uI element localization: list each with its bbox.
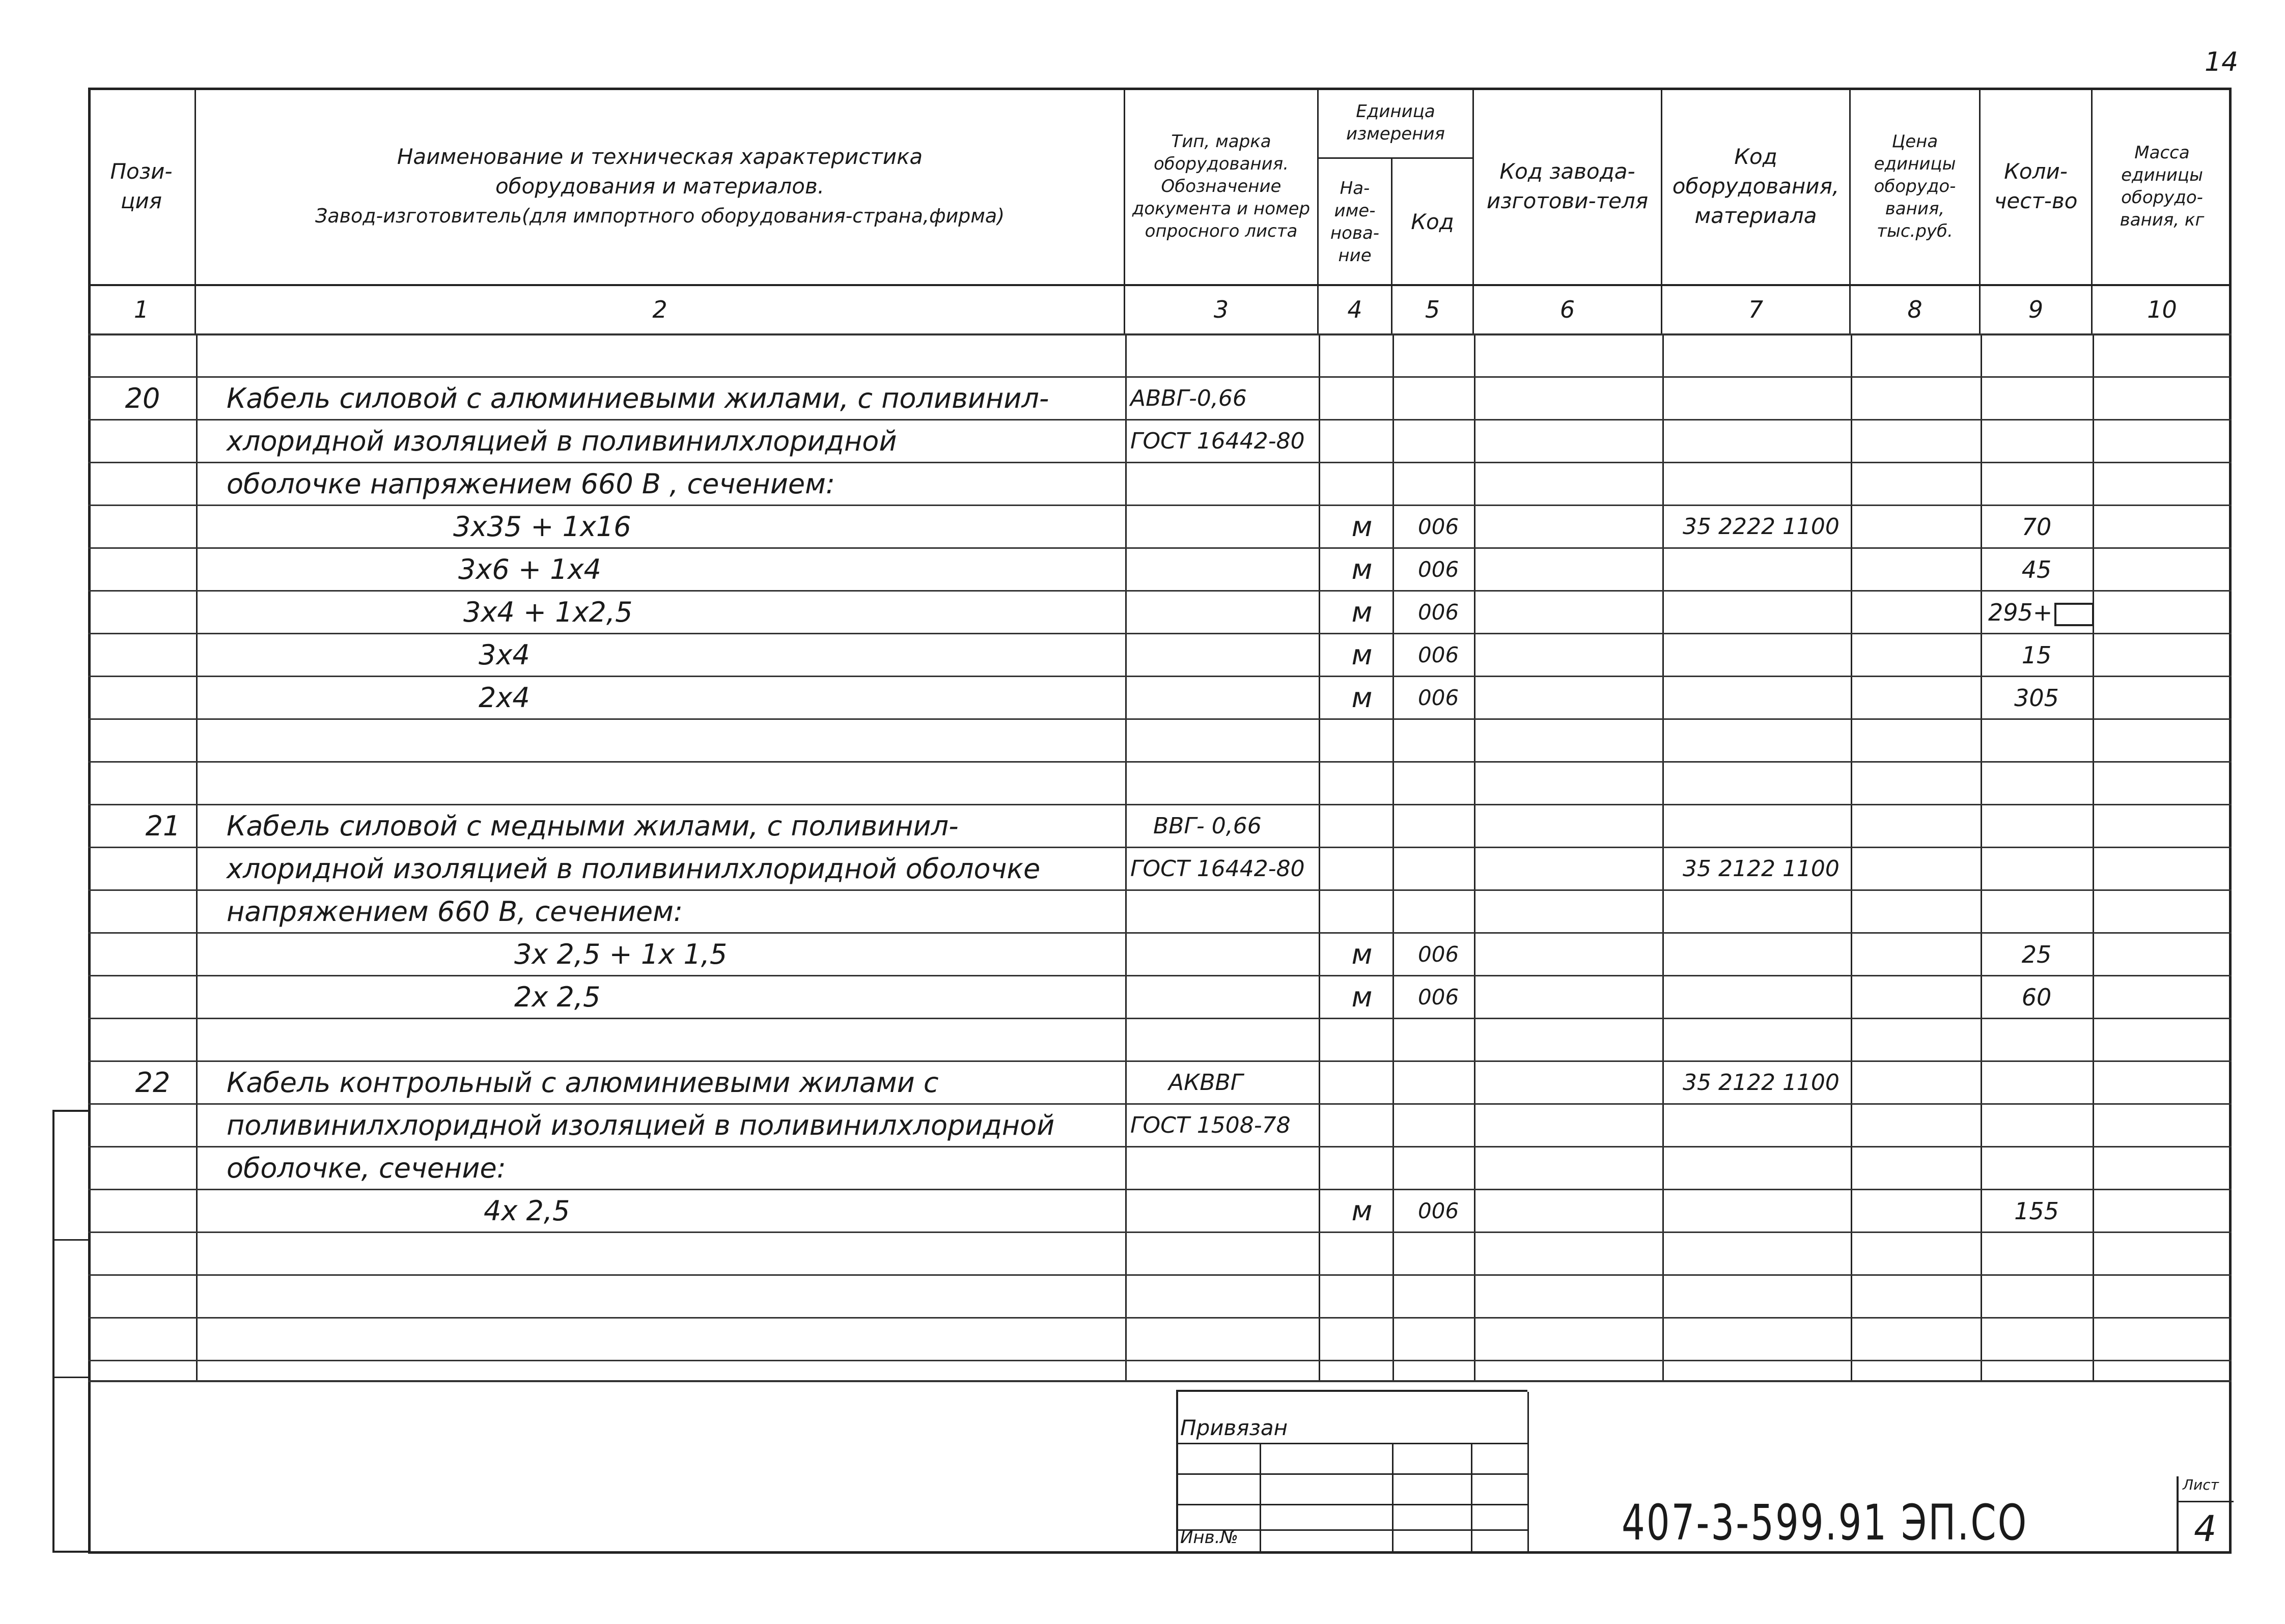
row21-item2-code: 006 — [1418, 985, 1459, 1010]
colnum-10: 10 — [2147, 295, 2177, 323]
row20-item4-desc: 3х4 — [479, 639, 530, 671]
row21-material: 35 2122 1100 — [1683, 856, 1840, 882]
header-factory-code: Код завода-изготови-теля — [1474, 88, 1662, 285]
row20-standard: ГОСТ 16442-80 — [1130, 428, 1305, 454]
row20-position: 20 — [125, 382, 160, 414]
row22-standard: ГОСТ 1508-78 — [1130, 1112, 1291, 1138]
row22-item1-code: 006 — [1418, 1198, 1459, 1223]
row20-desc-line3: оболочке напряжением 660 В , сечением: — [227, 468, 835, 500]
row20-type: АВВГ-0,66 — [1130, 385, 1247, 411]
row20-item1-material: 35 2222 1100 — [1683, 514, 1840, 540]
row21-item2-desc: 2х 2,5 — [514, 981, 601, 1013]
sheet-box — [2177, 1476, 2232, 1554]
sheet-number: 4 — [2194, 1508, 2217, 1550]
corner-page-number: 14 — [2205, 47, 2239, 77]
row20-item5-desc: 2х4 — [479, 682, 530, 714]
colnum-6: 6 — [1474, 285, 1662, 333]
row21-item1-qty: 25 — [2021, 941, 2052, 968]
row21-position: 21 — [145, 810, 181, 842]
colnum-9: 9 — [1981, 285, 2093, 333]
colnum-7: 7 — [1662, 285, 1851, 333]
header-type: Тип, марка оборудования. Обозначение документа и номер опросного листа — [1125, 88, 1319, 285]
row22-position: 22 — [135, 1067, 171, 1099]
row22-item1-desc: 4х 2,5 — [484, 1195, 570, 1227]
header-material-code: Код оборудования, материала — [1662, 88, 1851, 285]
row20-item4-unit: м — [1351, 639, 1373, 671]
colnum-1: 1 — [88, 285, 196, 333]
row21-type: ВВГ- 0,66 — [1153, 813, 1262, 839]
correction-box-icon — [2054, 603, 2094, 626]
row21-desc-line3: напряжением 660 В, сечением: — [227, 895, 683, 928]
row20-item4-qty: 15 — [2021, 641, 2052, 669]
row20-item2-desc: 3х6 + 1х4 — [458, 553, 601, 585]
colnum-5: 5 — [1392, 285, 1474, 333]
row20-desc-line2: хлоридной изоляцией в поливинилхлоридной — [227, 425, 897, 457]
row20-item5-code: 006 — [1418, 685, 1459, 710]
row22-item1-qty: 155 — [2014, 1197, 2059, 1225]
row21-item2-qty: 60 — [2021, 984, 2052, 1011]
row21-desc-line2: хлоридной изоляцией в поливинилхлоридной оболочке — [227, 853, 1041, 885]
row20-item2-unit: м — [1351, 553, 1373, 585]
row21-item1-unit: м — [1351, 938, 1373, 970]
header-name-line1: Наименование и техническая характеристика — [397, 144, 923, 169]
binding-strip — [52, 1110, 88, 1553]
row20-item3-qty: 295+ — [1988, 599, 2053, 626]
row22-material: 35 2122 1100 — [1683, 1070, 1840, 1096]
document-code: 407-3-599.91 ЭП.СО — [1622, 1494, 2028, 1551]
row22-item1-unit: м — [1351, 1195, 1373, 1227]
row22-desc-line2: поливинилхлоридной изоляцией в поливинилхлоридной — [227, 1109, 1055, 1141]
row20-item2-qty: 45 — [2021, 556, 2052, 583]
row20-item1-qty: 70 — [2021, 513, 2052, 541]
row20-item5-qty: 305 — [2014, 684, 2059, 712]
row21-item1-desc: 3х 2,5 + 1х 1,5 — [514, 938, 728, 970]
header-unit-name: На-име-нова-ние — [1319, 159, 1392, 285]
row21-desc-line1: Кабель силовой с медными жилами, с поливинил- — [227, 810, 959, 842]
stamp-tied-label: Привязан — [1180, 1415, 1288, 1440]
sheet-label: Лист — [2183, 1476, 2219, 1493]
row21-standard: ГОСТ 16442-80 — [1130, 856, 1305, 882]
row20-item1-unit: м — [1351, 511, 1373, 543]
row20-item2-code: 006 — [1418, 557, 1459, 582]
row20-item3-qty-cell — [1988, 591, 2085, 634]
row20-item5-unit: м — [1351, 682, 1373, 714]
row20-item1-code: 006 — [1418, 514, 1459, 539]
header-unit: Единица измерения — [1319, 88, 1474, 159]
row21-item2-unit: м — [1351, 981, 1373, 1013]
row20-desc-line1: Кабель силовой с алюминиевыми жилами, с поливинил- — [227, 382, 1049, 414]
row21-item1-code: 006 — [1418, 942, 1459, 967]
header-position: Пози-ция — [88, 88, 196, 285]
row20-item3-desc: 3х4 + 1х2,5 — [463, 596, 633, 628]
header-name-line2: оборудования и материалов. — [495, 174, 825, 199]
stamp-inventory-label: Инв.№ — [1180, 1527, 1238, 1548]
row20-item3-code: 006 — [1418, 600, 1459, 625]
row20-item3-unit: м — [1351, 596, 1373, 628]
row20-item4-code: 006 — [1418, 642, 1459, 667]
colnum-8: 8 — [1851, 285, 1981, 333]
header-mass: Масса единицы оборудо-вания, кг — [2120, 143, 2205, 230]
row22-desc-line1: Кабель контрольный с алюминиевыми жилами с — [227, 1067, 939, 1099]
colnum-4: 4 — [1319, 285, 1392, 333]
row22-type: АКВВГ — [1168, 1070, 1243, 1096]
header-price: Цена единицы оборудо-вания, тыс.руб. — [1851, 88, 1981, 285]
header-quantity: Коли-чест-во — [1981, 88, 2093, 285]
row20-item1-desc: 3х35 + 1х16 — [453, 511, 631, 543]
colnum-2: 2 — [196, 285, 1125, 333]
colnum-3: 3 — [1125, 285, 1319, 333]
header-unit-code: Код — [1392, 159, 1474, 285]
header-name-line3: Завод-изготовитель(для импортного оборудования-страна,фирма) — [315, 205, 1005, 227]
row22-desc-line3: оболочке, сечение: — [227, 1152, 506, 1184]
header-name — [196, 88, 1125, 285]
